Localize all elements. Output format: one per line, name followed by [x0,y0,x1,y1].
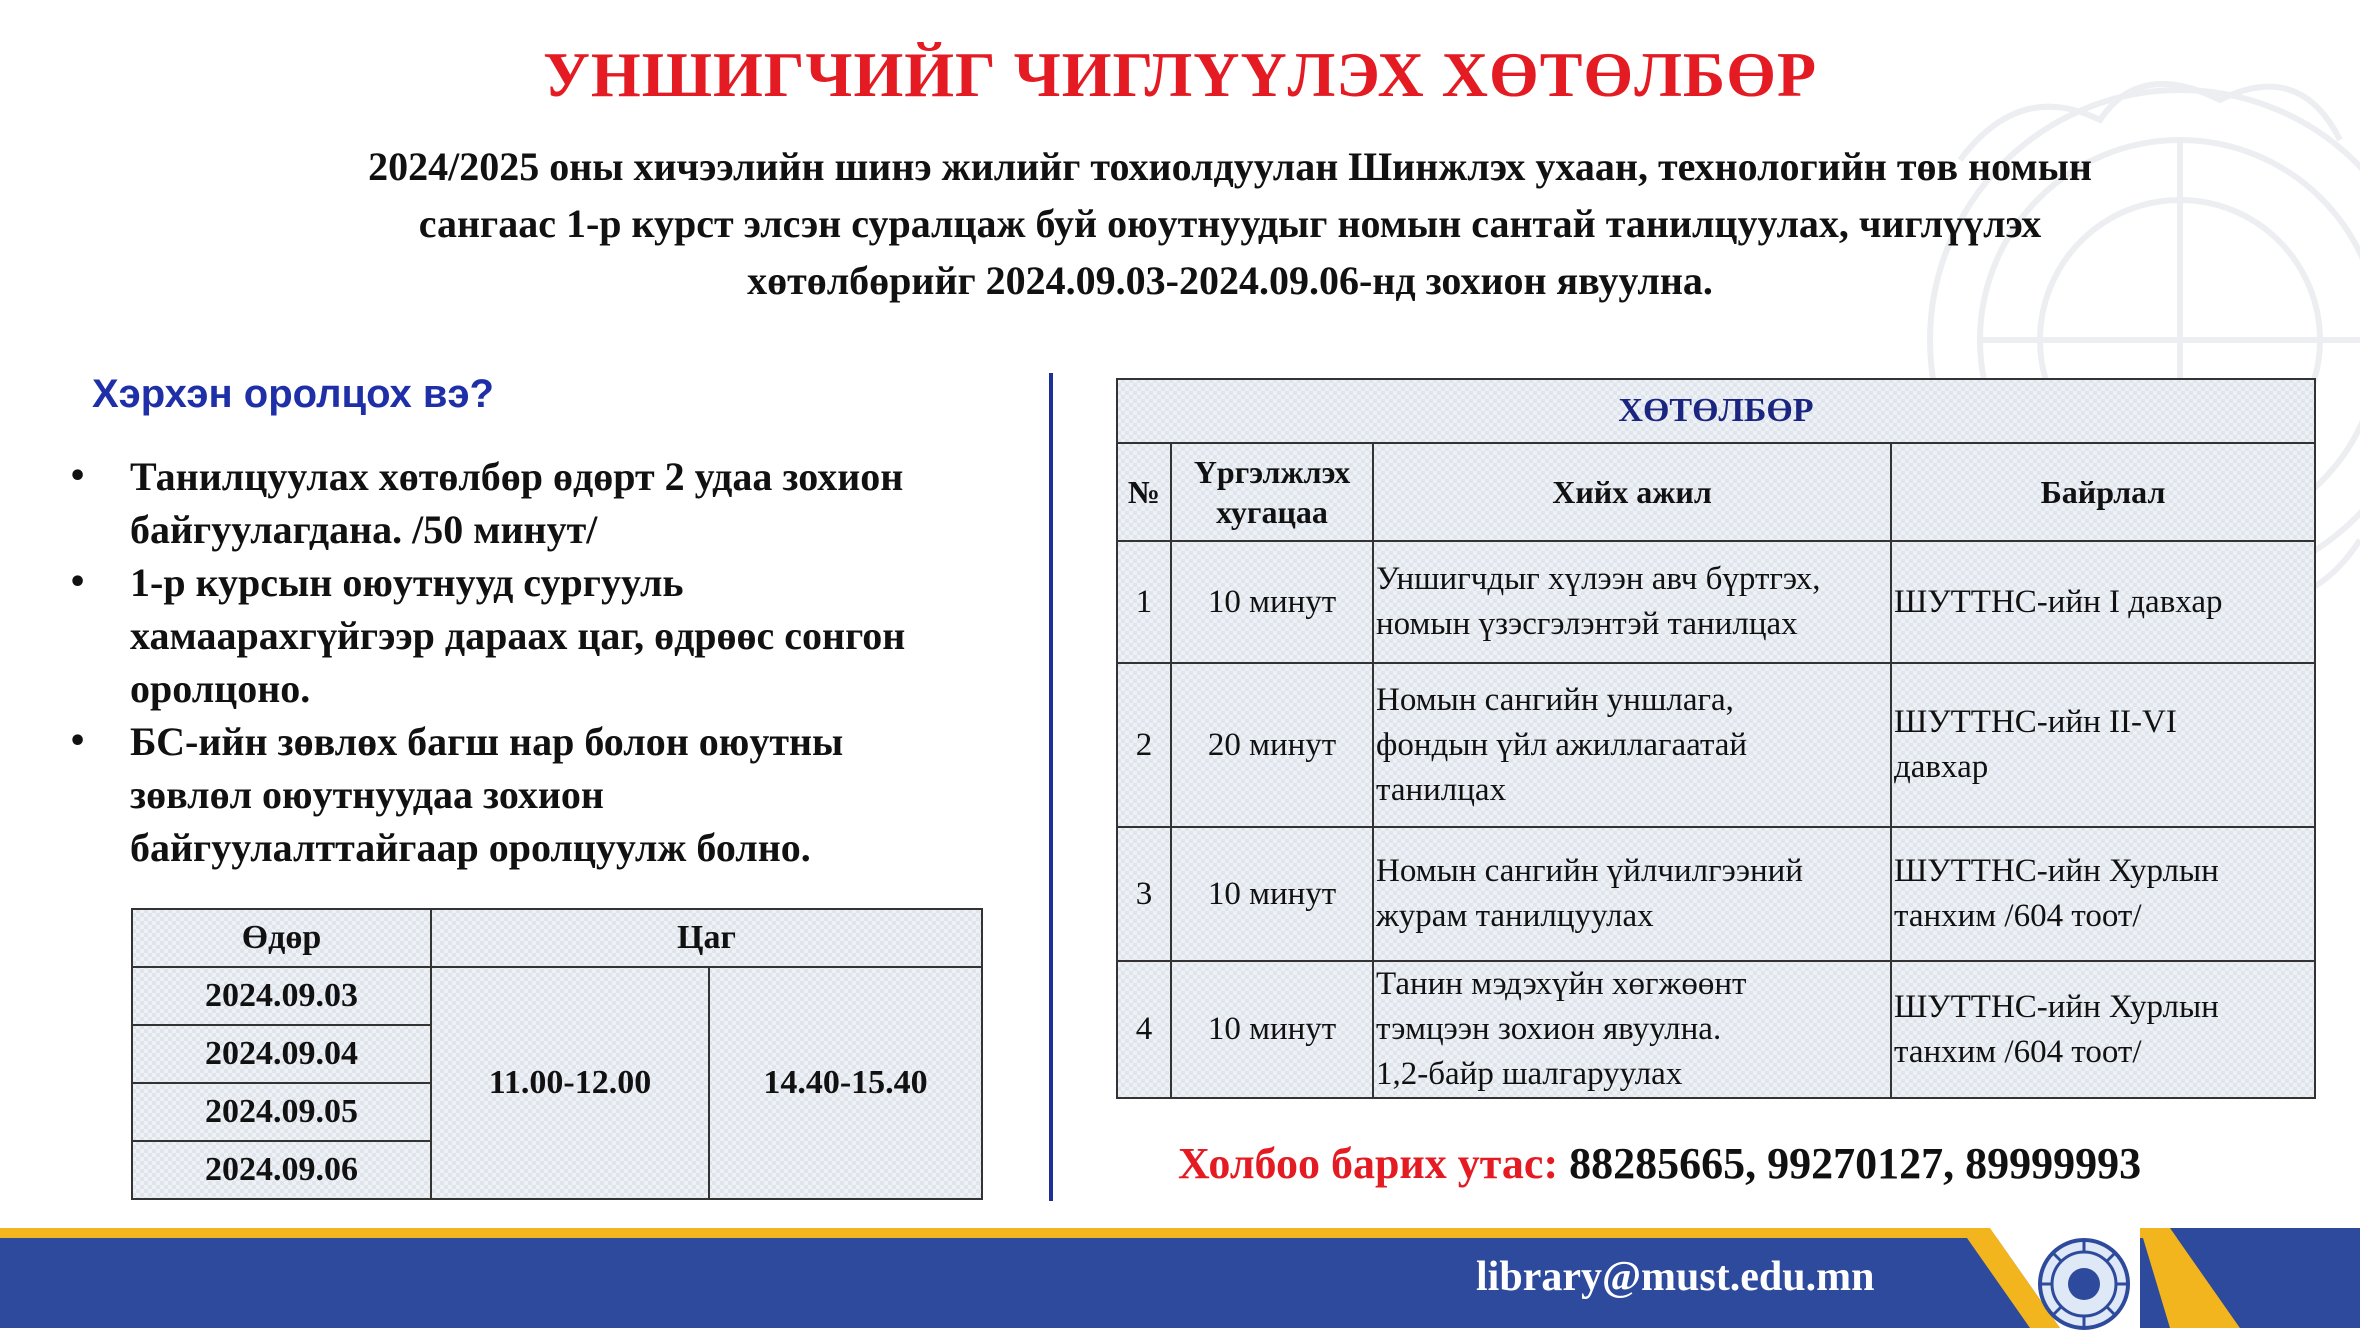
row-number: 2 [1117,663,1171,827]
row-activity [1373,541,1891,663]
day-cell: 2024.09.03 [132,967,431,1025]
row-duration: 10 минут [1171,827,1373,961]
col-header-activity: Хийх ажил [1373,443,1891,541]
activity-line: фондын үйл ажиллагаатай [1376,726,1748,763]
location-line: ШУТТНС-ийн II-VI [1894,704,2177,740]
time-slot-afternoon: 14.40-15.40 [709,967,982,1199]
row-activity [1373,827,1891,961]
activity-line: Номын сангийн уншлага, [1376,681,1734,718]
location-line: ШУТТНС-ийн Хурлын [1894,988,2219,1025]
row-duration: 20 минут [1171,663,1373,827]
activity-line: танилцах [1376,771,1507,808]
location-line: танхим /604 тоот/ [1894,1033,2142,1070]
how-to-participate-heading: Хэрхэн оролцох вэ? [92,372,494,416]
list-item [68,556,1008,715]
program-table [1116,378,2316,1099]
row-location [1891,961,2315,1098]
day-header: Өдөр [132,909,431,967]
email-link[interactable]: library@must.edu.mn [1476,1254,1875,1300]
list-item-text: хамаарахгүйгээр дараах цаг, өдрөөс сонгон [130,613,906,658]
table-row [1117,827,2315,961]
bullet-icon: • [68,565,88,600]
row-duration: 10 минут [1171,961,1373,1098]
time-header: Цаг [431,909,982,967]
intro-line: сангаас 1-р курст элсэн суралцаж буй оюутнуудыг номын сантай танилцуулах, чиглүүлэх [418,201,2042,246]
bullet-icon: • [68,459,88,494]
day-cell: 2024.09.05 [132,1083,431,1141]
list-item-text: Танилцуулах хөтөлбөр өдөрт 2 удаа зохион [130,454,904,499]
contact-numbers: 88285665, 99270127, 89999993 [1569,1139,2142,1188]
table-row [1117,663,2315,827]
row-number: 3 [1117,827,1171,961]
activity-line: Танин мэдэхүйн хөгжөөнт [1376,966,1747,1002]
list-item-text: оролцоно. [130,666,311,711]
list-item [68,450,1008,556]
list-item-text: байгуулагдана. /50 минут/ [130,507,598,552]
divider-line [1049,373,1053,1201]
list-item-text: 1-р курсын оюутнууд сургууль [130,560,684,605]
activity-line: Номын сангийн үйлчилгээний [1376,853,1803,889]
col-header-no: № [1117,443,1171,541]
row-number: 4 [1117,961,1171,1098]
row-location [1891,663,2315,827]
row-location [1891,541,2315,663]
schedule-table [131,908,983,1200]
row-activity [1373,663,1891,827]
contact-phones [1178,1138,2141,1189]
col-header-duration-line: Үргэлжлэх [1193,454,1351,490]
participation-list [68,450,1008,874]
list-item-text: БС-ийн зөвлөх багш нар болон оюутны [130,719,844,764]
location-line: ШУТТНС-ийн I давхар [1894,583,2223,620]
col-header-location: Байрлал [1891,443,2315,541]
location-line: ШУТТНС-ийн Хурлын [1894,853,2219,889]
row-location [1891,827,2315,961]
time-slot-morning: 11.00-12.00 [431,967,709,1199]
activity-line: номын үзэсгэлэнтэй танилцах [1376,606,1798,642]
footer-bar [0,1228,2360,1328]
location-line: давхар [1894,749,1989,785]
intro-line: хөтөлбөрийг 2024.09.03-2024.09.06-нд зохион явуулна. [747,258,1713,303]
row-activity [1373,961,1891,1098]
activity-line: 1,2-байр шалгаруулах [1376,1056,1683,1092]
row-number: 1 [1117,541,1171,663]
activity-line: журам танилцуулах [1376,898,1654,934]
day-cell: 2024.09.04 [132,1025,431,1083]
list-item-text: зөвлөл оюутнуудаа зохион [130,772,604,817]
contact-label: Холбоо барих утас: [1178,1139,1559,1188]
row-duration: 10 минут [1171,541,1373,663]
list-item [68,715,1008,874]
table-row [1117,961,2315,1098]
col-header-duration [1171,443,1373,541]
location-line: танхим /604 тоот/ [1894,898,2142,934]
intro-text [190,138,2270,309]
activity-line: тэмцээн зохион явуулна. [1376,1011,1722,1047]
page-title: УНШИГЧИЙГ ЧИГЛҮҮЛЭХ ХӨТӨЛБӨР [542,39,1818,110]
university-seal-icon [2036,1236,2132,1332]
program-caption: ХӨТӨЛБӨР [1117,379,2315,443]
table-row [1117,541,2315,663]
bullet-icon: • [68,724,88,759]
col-header-duration-line: хугацаа [1216,494,1328,530]
intro-line: 2024/2025 оны хичээлийн шинэ жилийг тохиолдуулан Шинжлэх ухаан, технологийн төв номын [368,144,2092,189]
activity-line: Уншигчдыг хүлээн авч бүртгэх, [1376,561,1821,597]
day-cell: 2024.09.06 [132,1141,431,1199]
list-item-text: байгуулалттайгаар оролцуулж болно. [130,825,811,870]
